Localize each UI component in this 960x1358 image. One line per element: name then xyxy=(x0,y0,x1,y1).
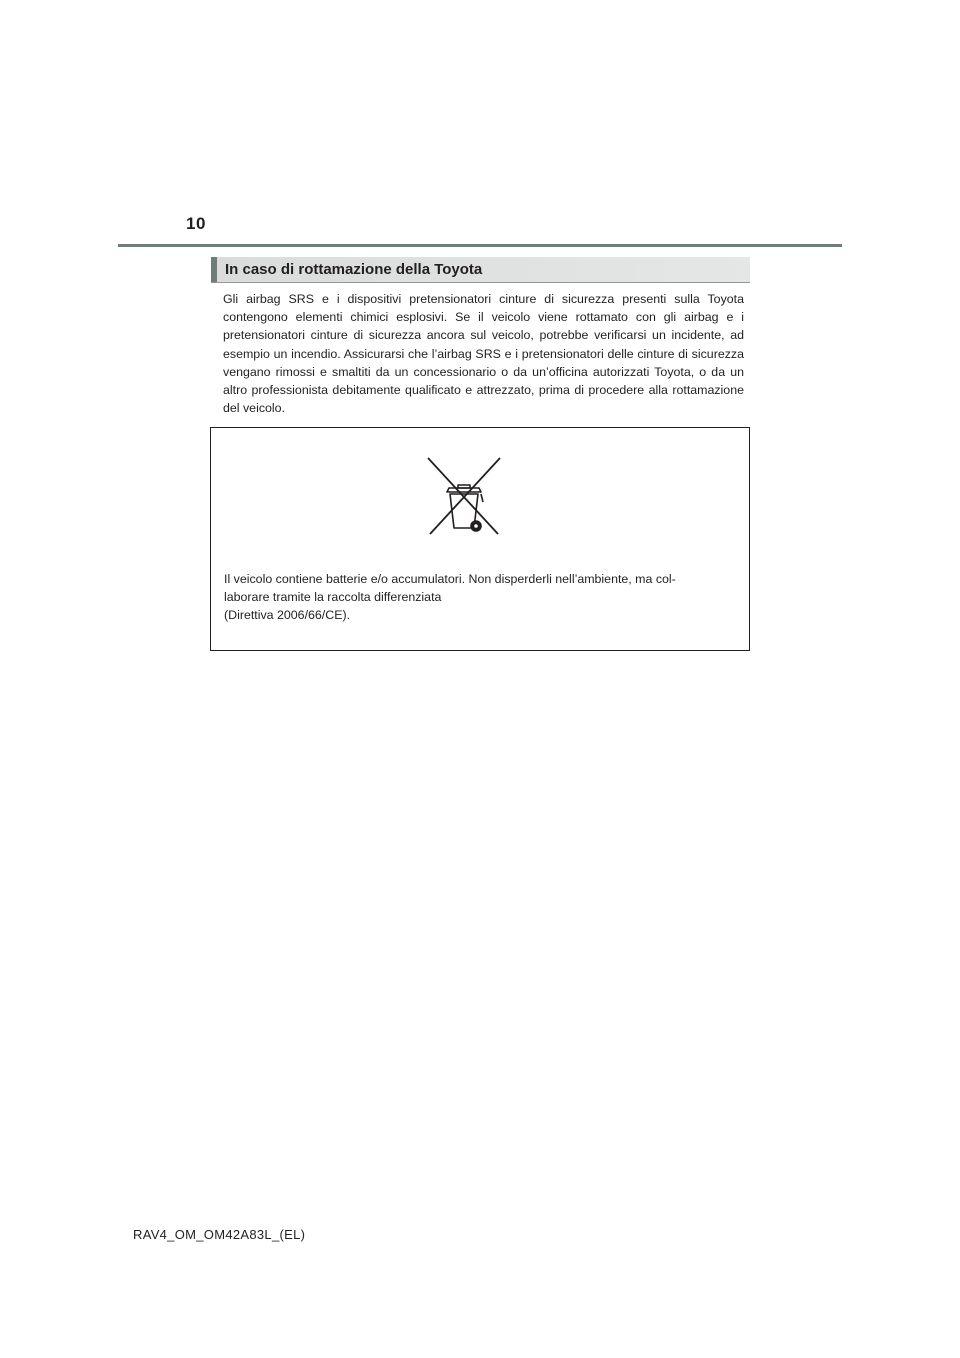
page-number: 10 xyxy=(186,214,206,233)
notice-text xyxy=(224,570,734,625)
notice-line-3: (Direttiva 2006/66/CE). xyxy=(224,608,351,623)
section-body-text: Gli airbag SRS e i dispositivi pretensionatori cinture di sicurezza presenti sulla Toyota contengono elementi chimici esplosivi. Se il veicolo viene rottamato con gli airbag e i pretensionatori cinture di sicurezza ancora sul veicolo, potrebbe verificarsi un incidente, ad esempio un incendio. Assicurarsi che l’airbag SRS e i pretensionatori delle cinture di sicurezza vengano rimossi e smaltiti da un concessionario o da un’officina autorizzati Toyota, o da un altro professionista debitamente qualificato e attrezzato, prima di procedere alla rottamazione del veicolo. xyxy=(223,292,744,416)
notice-line-2: laborare tramite la raccolta differenziata xyxy=(224,590,442,605)
document-code: RAV4_OM_OM42A83L_(EL) xyxy=(133,1227,306,1242)
section-title: In caso di rottamazione della Toyota xyxy=(225,261,483,278)
notice-line-1: Il veicolo contiene batterie e/o accumulatori. Non disperderli nell’ambiente, ma col- xyxy=(224,572,676,586)
battery-disposal-notice xyxy=(210,427,750,651)
section-heading xyxy=(211,257,750,283)
section-heading-bar xyxy=(211,257,217,282)
header-rule xyxy=(118,244,842,247)
crossed-out-wheelie-bin-icon xyxy=(425,454,503,536)
